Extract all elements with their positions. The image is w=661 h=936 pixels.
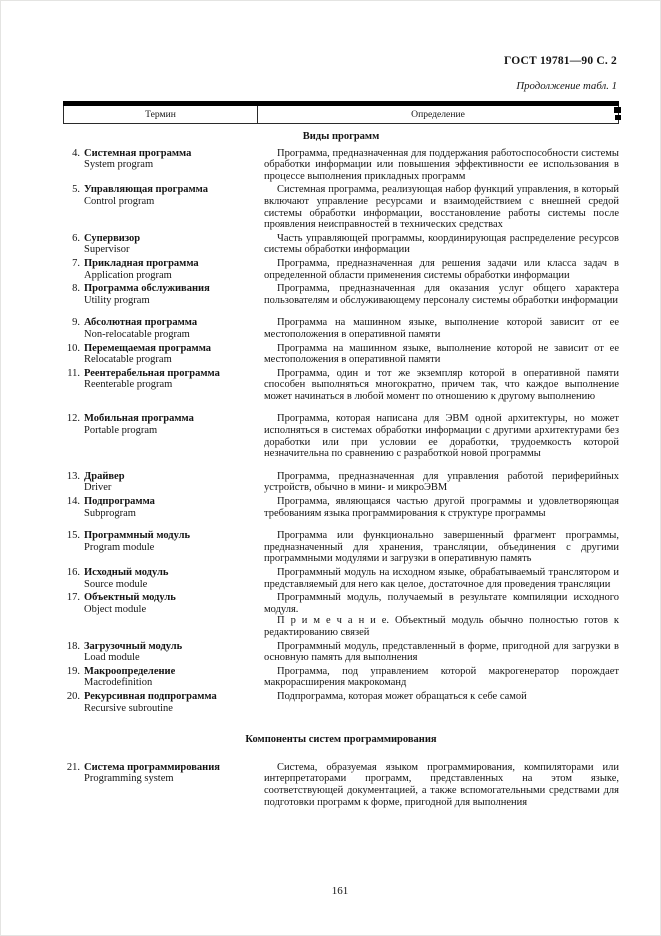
definition-cell <box>257 691 619 714</box>
definition-cell <box>257 592 619 638</box>
term-russian: Прикладная программа <box>84 257 199 269</box>
column-header-term: Термин <box>64 106 258 123</box>
term-english: Reenterable program <box>84 379 173 391</box>
entry-row <box>63 496 619 519</box>
entry-number: 14. <box>66 496 80 508</box>
definition-cell <box>257 471 619 494</box>
term-cell <box>63 343 257 366</box>
definition-paragraph: Программа, предназначенная для управления работой периферийных устройств, обычно в мини- и микроЭВМ <box>264 470 619 494</box>
entry-number: 16. <box>66 567 80 578</box>
definition-cell <box>257 666 619 689</box>
term-english: Non-relocatable program <box>84 328 190 340</box>
definition-cell <box>257 148 619 183</box>
entry-number: 4. <box>72 147 80 159</box>
definition-cell <box>257 530 619 565</box>
definition-cell <box>257 368 619 403</box>
definition-cell <box>257 317 619 340</box>
definition-paragraph: Программа, предназначенная для решения задачи или класса задач в определенной области применения системы обработки информации <box>264 257 619 281</box>
definition-paragraph: Программа на машинном языке, выполнение которой зависит от ее местоположения в оперативной памяти <box>264 317 619 340</box>
section-title: Компоненты систем программирования <box>245 734 437 746</box>
definition-paragraph: Программный модуль, представленный в форме, пригодной для загрузки в основную память для выполнения <box>264 640 619 664</box>
term-english: Object module <box>84 603 147 615</box>
column-header-definition: Определение <box>411 109 465 120</box>
definition-paragraph: Программа, являющаяся частью другой программы и удовлетворяющая требованиям языка программирования к структуре программы <box>264 496 619 519</box>
definition-paragraph: Программа, предназначенная для оказания услуг общего характера пользователям и обслуживающему персоналу системы обработки информации <box>264 283 619 306</box>
term-cell <box>63 641 257 664</box>
definition-cell <box>257 762 619 808</box>
entry-row <box>63 641 619 664</box>
entry-number: 9. <box>72 317 80 329</box>
term-russian: Реентерабельная программа <box>84 367 220 379</box>
term-english: Control program <box>84 195 155 207</box>
entry-number: 13. <box>66 470 80 482</box>
term-cell <box>63 496 257 519</box>
entry-row <box>63 530 619 565</box>
term-cell <box>63 148 257 183</box>
term-russian: Рекурсивная подпрограмма <box>84 690 217 702</box>
entry-number: 12. <box>66 413 80 425</box>
entry-row <box>63 317 619 340</box>
definition-paragraph: Программа, которая написана для ЭВМ одной архитектуры, но может исполняться в системах обработки информации с другими архитектурами без доработки или при условии ее доработки, трудоемкость которой незначительна по сравнению с разработкой новой программы <box>264 413 619 460</box>
term-cell <box>63 762 257 808</box>
term-cell <box>63 567 257 590</box>
entry-number: 15. <box>66 530 80 542</box>
term-cell <box>63 691 257 714</box>
entry-number: 8. <box>72 283 80 295</box>
entry-row <box>63 413 619 459</box>
term-russian: Системная программа <box>84 147 192 159</box>
entry-number: 19. <box>66 665 80 677</box>
term-cell <box>63 592 257 638</box>
definition-cell <box>257 343 619 366</box>
entry-number: 7. <box>72 257 80 269</box>
definition-cell <box>257 413 619 459</box>
term-cell <box>63 666 257 689</box>
terms-table <box>63 101 619 808</box>
entry-row <box>63 567 619 590</box>
definition-paragraph: Подпрограмма, которая может обращаться к себе самой <box>277 690 527 702</box>
definition-cell <box>257 233 619 256</box>
entry-row <box>63 343 619 366</box>
term-english: Macrodefinition <box>84 677 153 689</box>
term-russian: Программный модуль <box>84 530 191 542</box>
term-cell <box>63 368 257 403</box>
term-english: Subprogram <box>84 507 136 519</box>
entry-row <box>63 148 619 183</box>
entry-number: 18. <box>66 640 80 652</box>
entry-number: 11. <box>67 367 80 379</box>
term-russian: Драйвер <box>84 470 125 482</box>
entry-number: 20. <box>66 690 80 702</box>
definition-paragraph: Часть управляющей программы, координирующая распределение ресурсов системы обработки информации <box>264 232 619 256</box>
term-cell <box>63 317 257 340</box>
scan-artifact <box>615 115 621 120</box>
definition-paragraph: Программа, под управлением которой макрогенератор порождает макрорасширения макрокоманд <box>264 665 619 689</box>
term-english: Application program <box>84 269 172 281</box>
term-russian: Макроопределение <box>84 665 176 677</box>
term-english: Driver <box>84 482 112 494</box>
term-cell <box>63 258 257 281</box>
term-cell <box>63 413 257 459</box>
term-english: Relocatable program <box>84 354 172 366</box>
entry-number: 10. <box>66 342 80 354</box>
term-russian: Перемещаемая программа <box>84 342 212 354</box>
term-russian: Подпрограмма <box>84 496 155 508</box>
definition-cell <box>257 567 619 590</box>
table-header <box>63 101 619 124</box>
entry-number: 6. <box>72 232 80 244</box>
entry-row <box>63 666 619 689</box>
section-title: Виды программ <box>302 131 380 142</box>
term-russian: Система программирования <box>84 761 220 773</box>
definition-paragraph: Программа на машинном языке, выполнение которой не зависит от ее местоположения в оперативной памяти <box>264 342 619 366</box>
term-russian: Загрузочный модуль <box>84 640 183 652</box>
entry-row <box>63 762 619 808</box>
definition-paragraph: Системная программа, реализующая набор функций управления, в который включают управление ресурсами и взаимодействием с внешней средой системы обработки информации, восстановление работы системы после проявления неисправностей в технических средствах <box>264 184 619 231</box>
scan-artifact <box>614 107 621 113</box>
doc-reference: ГОСТ 19781—90 С. 2 <box>504 55 617 67</box>
definition-paragraph: Программа, предназначенная для поддержания работоспособности системы обработки информации или повышения эффективности ее использования в процессе выполнения прикладных программ <box>264 147 619 182</box>
definition-paragraph: Система, образуемая языком программирования, компиляторами или интерпретаторами программ, представленных на этом языке, соответствующей документацией, а также вспомогательными средствами для подготовки программ к форме, пригодной для выполнения <box>264 761 619 808</box>
term-english: Program module <box>84 541 155 553</box>
definition-paragraph: П р и м е ч а н и е. Объектный модуль обычно полностью готов к редактированию связей <box>264 615 619 638</box>
term-english: Supervisor <box>84 244 130 256</box>
term-english: System program <box>84 159 154 171</box>
entry-row <box>63 471 619 494</box>
entry-number: 5. <box>72 184 80 196</box>
term-english: Utility program <box>84 294 150 306</box>
entry-row <box>63 258 619 281</box>
definition-cell <box>257 258 619 281</box>
term-russian: Программа обслуживания <box>84 283 210 295</box>
definition-paragraph: Программный модуль, получаемый в результате компиляции исходного модуля. <box>264 592 619 615</box>
table-continuation-label: Продолжение табл. 1 <box>516 80 617 92</box>
term-cell <box>63 530 257 565</box>
definition-paragraph: Программа, один и тот же экземпляр которой в оперативной памяти способен выполняться многократно, причем так, что каждое выполнение может начинаться в любой момент по отношению к другому выполнению <box>264 367 619 402</box>
page-number: 161 <box>331 885 349 897</box>
definition-paragraph: Программный модуль на исходном языке, обрабатываемый транслятором и представляемый для него как целое, достаточное для проведения трансляции <box>264 567 619 590</box>
term-english: Portable program <box>84 425 158 437</box>
entry-row <box>63 368 619 403</box>
term-english: Programming system <box>84 773 174 785</box>
table-body <box>63 131 619 808</box>
definition-cell <box>257 283 619 306</box>
entry-row <box>63 283 619 306</box>
term-cell <box>63 283 257 306</box>
term-russian: Объектный модуль <box>84 592 176 604</box>
entry-row <box>63 233 619 256</box>
definition-cell <box>257 184 619 230</box>
term-russian: Абсолютная программа <box>84 317 198 329</box>
entry-row <box>63 592 619 638</box>
term-english: Recursive subroutine <box>84 702 173 714</box>
term-russian: Управляющая программа <box>84 184 209 196</box>
entry-number: 17. <box>66 592 80 604</box>
term-cell <box>63 233 257 256</box>
term-english: Source module <box>84 578 148 590</box>
term-russian: Мобильная программа <box>84 413 194 425</box>
entry-row <box>63 691 619 714</box>
term-cell <box>63 184 257 230</box>
definition-cell <box>257 641 619 664</box>
definition-paragraph: Программа или функционально завершенный фрагмент программы, предназначенный для хранения, трансляции, объединения с другими программными модулями и загрузки в оперативную память <box>264 530 619 565</box>
term-english: Load module <box>84 652 140 664</box>
entry-number: 21. <box>66 761 80 773</box>
entry-row <box>63 184 619 230</box>
definition-cell <box>257 496 619 519</box>
term-russian: Исходный модуль <box>84 567 169 578</box>
term-russian: Супервизор <box>84 232 141 244</box>
term-cell <box>63 471 257 494</box>
